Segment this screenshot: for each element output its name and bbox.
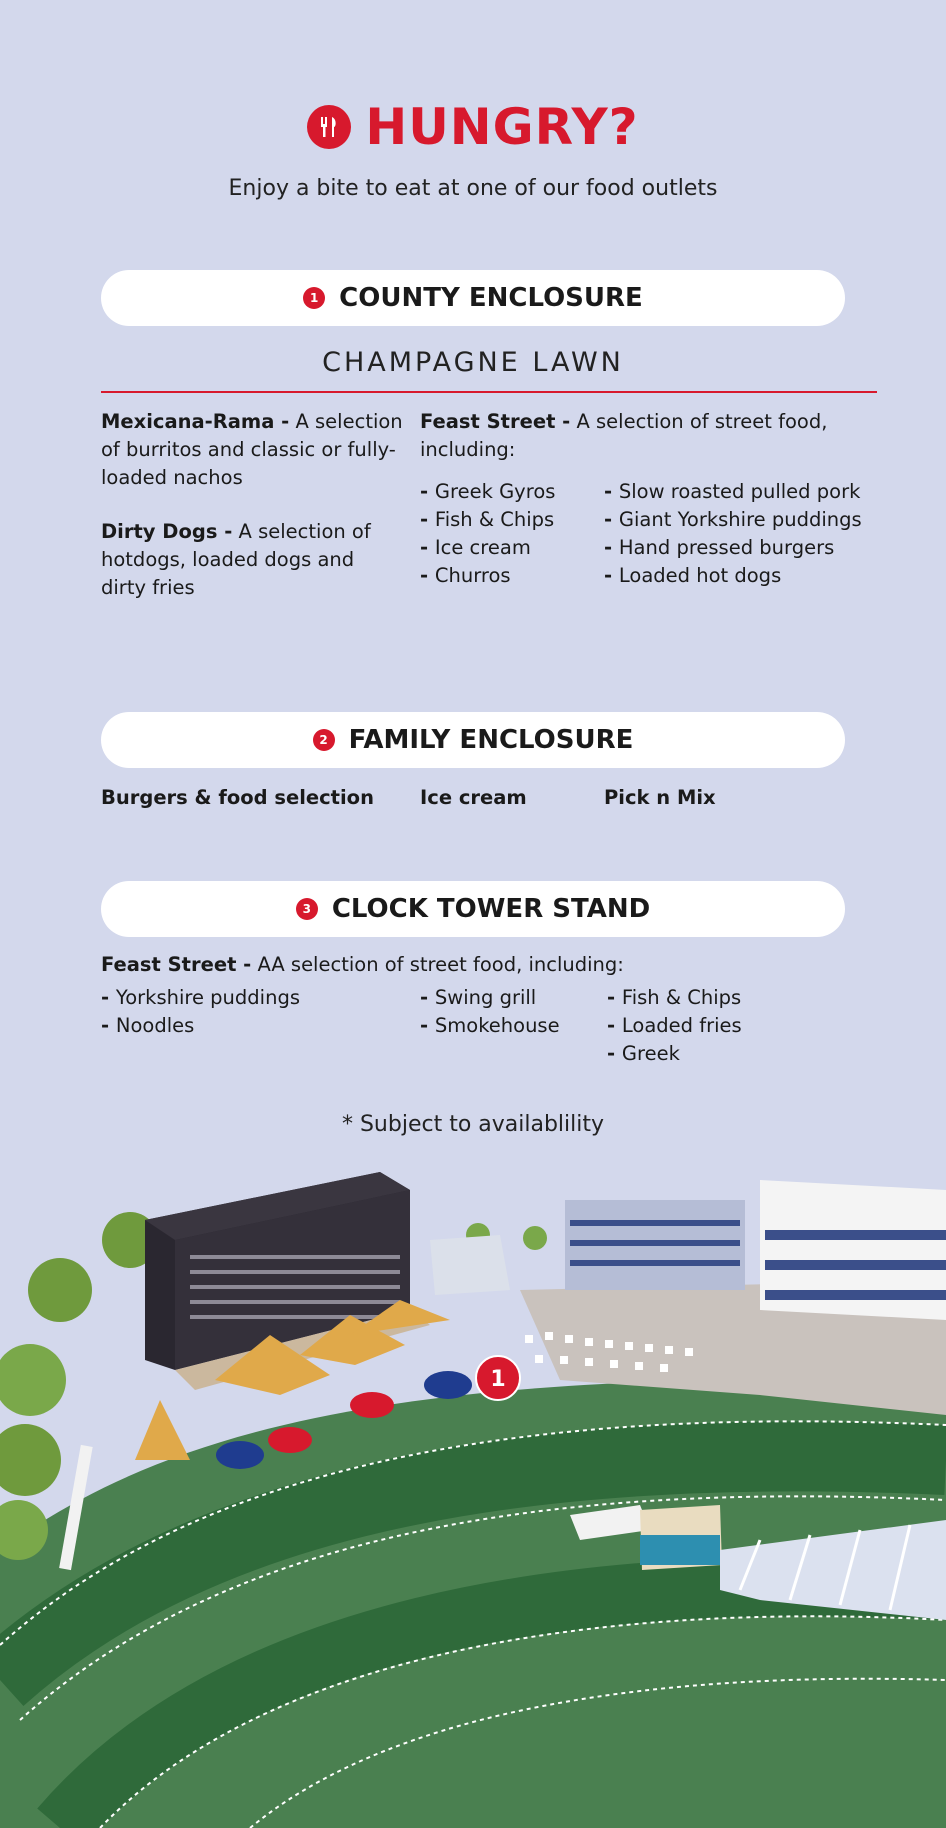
outlet-description: A selection of burritos and classic or fully-loaded nachos <box>101 410 403 489</box>
list-item: - Loaded fries <box>607 1012 742 1040</box>
page-subtitle: Enjoy a bite to eat at one of our food outlets <box>228 176 718 201</box>
location-marker <box>476 1356 520 1400</box>
outlet-description: AA selection of street food, including: <box>257 953 624 976</box>
section-number-badge: 3 <box>296 898 318 920</box>
list-item: - Greek <box>607 1040 742 1068</box>
list-item: - Giant Yorkshire puddings <box>604 506 862 534</box>
availability-footnote: * Subject to availablility <box>341 1112 605 1137</box>
outlet-mexicana-rama <box>101 408 406 492</box>
marker-number: 1 <box>490 1367 506 1392</box>
section-clock-tower-stand <box>101 881 845 937</box>
feast-menu-list <box>420 478 555 590</box>
outlet-feast-street <box>420 408 860 464</box>
list-item: - Ice cream <box>420 534 555 562</box>
section-county-enclosure <box>101 270 845 326</box>
outlet-name: Feast Street - <box>420 410 571 433</box>
outlet-dirty-dogs <box>101 518 391 602</box>
list-item: - Greek Gyros <box>420 478 555 506</box>
list-item: - Slow roasted pulled pork <box>604 478 862 506</box>
section-family-enclosure <box>101 712 845 768</box>
list-item: - Fish & Chips <box>607 984 742 1012</box>
feast-menu-list <box>604 478 862 590</box>
venue-map-illustration <box>0 1160 946 1828</box>
section-number-badge: 2 <box>313 729 335 751</box>
feast-menu-list <box>420 984 560 1040</box>
page-header <box>0 98 946 156</box>
feast-menu-list <box>101 984 300 1040</box>
feast-menu-list <box>607 984 742 1068</box>
list-item: - Fish & Chips <box>420 506 555 534</box>
pavilion <box>430 1235 510 1295</box>
section-title: FAMILY ENCLOSURE <box>348 725 634 755</box>
outlet-name: Ice cream <box>420 786 527 809</box>
outlet-description: A selection of hotdogs, loaded dogs and dirty fries <box>101 520 371 599</box>
cutlery-icon <box>307 105 351 149</box>
outlet-description: A selection of street food, including: <box>420 410 828 461</box>
outlet-name: Burgers & food selection <box>101 786 374 809</box>
list-item: - Churros <box>420 562 555 590</box>
list-item: - Noodles <box>101 1012 300 1040</box>
outlet-name: Feast Street - <box>101 953 252 976</box>
outlet-name: Pick n Mix <box>604 786 716 809</box>
area-title: CHAMPAGNE LAWN <box>322 347 624 378</box>
divider <box>101 391 877 393</box>
list-item: - Smokehouse <box>420 1012 560 1040</box>
outlet-name: Dirty Dogs - <box>101 520 233 543</box>
section-title: CLOCK TOWER STAND <box>331 894 651 924</box>
outlet-name: Mexicana-Rama - <box>101 410 290 433</box>
page-title: HUNGRY? <box>365 98 639 156</box>
list-item: - Swing grill <box>420 984 560 1012</box>
list-item: - Hand pressed burgers <box>604 534 862 562</box>
outlet-feast-street <box>101 951 861 979</box>
list-item: - Yorkshire puddings <box>101 984 300 1012</box>
list-item: - Loaded hot dogs <box>604 562 862 590</box>
section-number-badge: 1 <box>303 287 325 309</box>
section-title: COUNTY ENCLOSURE <box>339 283 643 313</box>
